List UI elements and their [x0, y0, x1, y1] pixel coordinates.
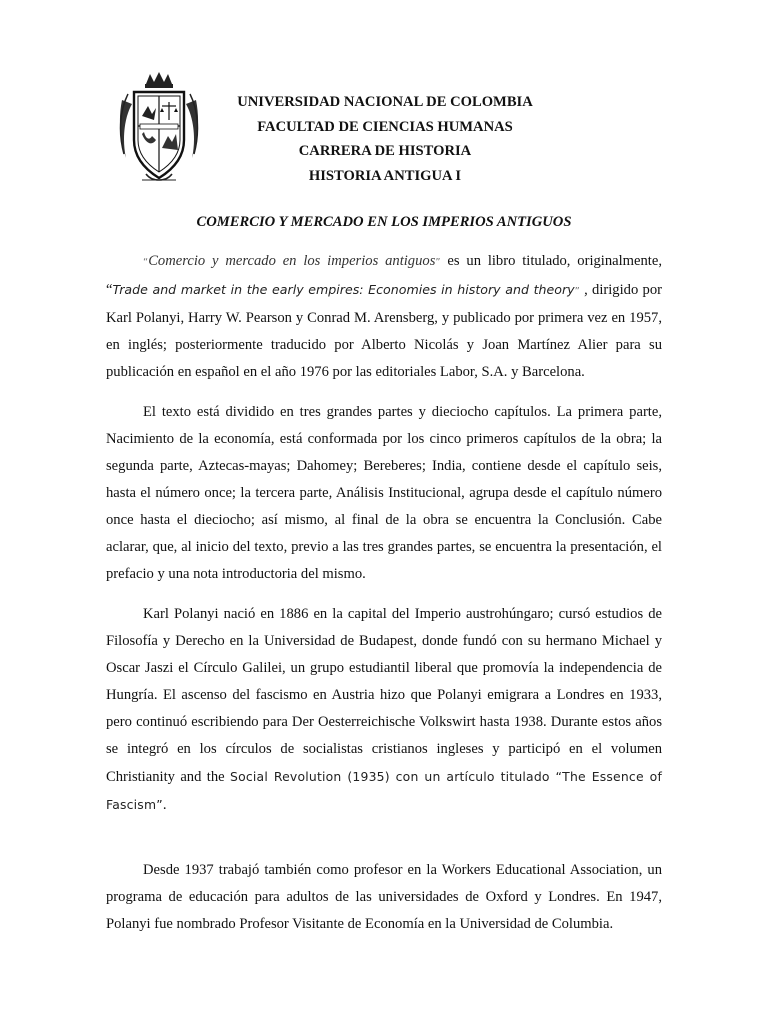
paragraph-3-text-a: Karl Polanyi nació en 1886 en la capital del Imperio austrohúngaro; cursó estudios de Filosofía y Derecho en la Universidad de Budapest, donde fundó con su hermano Michael y Oscar Jaszi el Círculo Galilei, un grupo estudiantil liberal que promovía la independencia de Hungría. El ascenso del fascismo en Austria hizo que Polanyi emigrara a Londres en 1933, pero continuó escribiendo para Der Oesterreichische Volkswirt hasta 1938. Durante estos años se integró en los círculos de socialistas cristianos ingleses y participó en el volumen Christianity and the [106, 606, 662, 785]
institution-header [220, 90, 550, 188]
header-program: CARRERA DE HISTORIA [298, 143, 472, 159]
paragraph-3-text-b: Social Revolution (1935) con un artículo titulado “The Essence of Fascism” [106, 769, 663, 812]
book-title-es: Comercio y mercado en los imperios antiguos [148, 253, 436, 269]
paragraph-4: Desde 1937 trabajó también como profesor en la Workers Educational Association, un programa de educación para adultos de las universidades de Oxford y Londres. En 1947, Polanyi fue nombrado Profesor Visitante de Economía en la Universidad de Columbia. [106, 862, 662, 932]
close-quote: ” [435, 257, 441, 268]
paragraph-3 [106, 601, 662, 819]
header-university: UNIVERSIDAD NACIONAL DE COLOMBIA [237, 94, 533, 110]
paragraph-1-text-a: es un libro titulado, originalmente, “ [106, 253, 662, 298]
paragraph-2: El texto está dividido en tres grandes partes y dieciocho capítulos. La primera parte, Nacimiento de la economía, está conformada por los cinco primeros capítulos de la obra; la segunda parte, Aztecas-mayas; Dahomey; Bereberes; India, contiene desde el capítulo seis, hasta el número once; la tercera parte, Análisis Institucional, agrupa desde el capítulo número once hasta el dieciocho; así mismo, al final de la obra se encuentra la Conclusión. Cabe aclarar, que, al inicio del texto, previo a las tres grandes partes, se encuentra la presentación, el prefacio y una nota introductoria del mismo. [106, 404, 662, 582]
open-quote: “ [143, 257, 149, 268]
document-title: COMERCIO Y MERCADO EN LOS IMPERIOS ANTIGUOS [196, 214, 572, 230]
paragraph-1-text-b: , dirigido por Karl Polanyi, Harry W. Pearson y Conrad M. Arensberg, y publicado por primera vez en 1957, en inglés; posteriormente traducido por Alberto Nicolás y Joan Martínez Alier para su publicación en español en el año 1976 por las editoriales Labor, S.A. y Barcelona. [106, 282, 662, 380]
header-faculty: FACULTAD DE CIENCIAS HUMANAS [257, 118, 513, 135]
paragraph-1 [106, 248, 662, 386]
book-title-en: Trade and market in the early empires: Economies in history and theory [112, 282, 575, 297]
close-quote-en: ” [574, 286, 580, 297]
header-course: HISTORIA ANTIGUA I [308, 167, 462, 184]
paragraph-3-text-c: . [162, 797, 167, 813]
document-body [106, 248, 662, 951]
university-crest-icon [116, 70, 202, 188]
